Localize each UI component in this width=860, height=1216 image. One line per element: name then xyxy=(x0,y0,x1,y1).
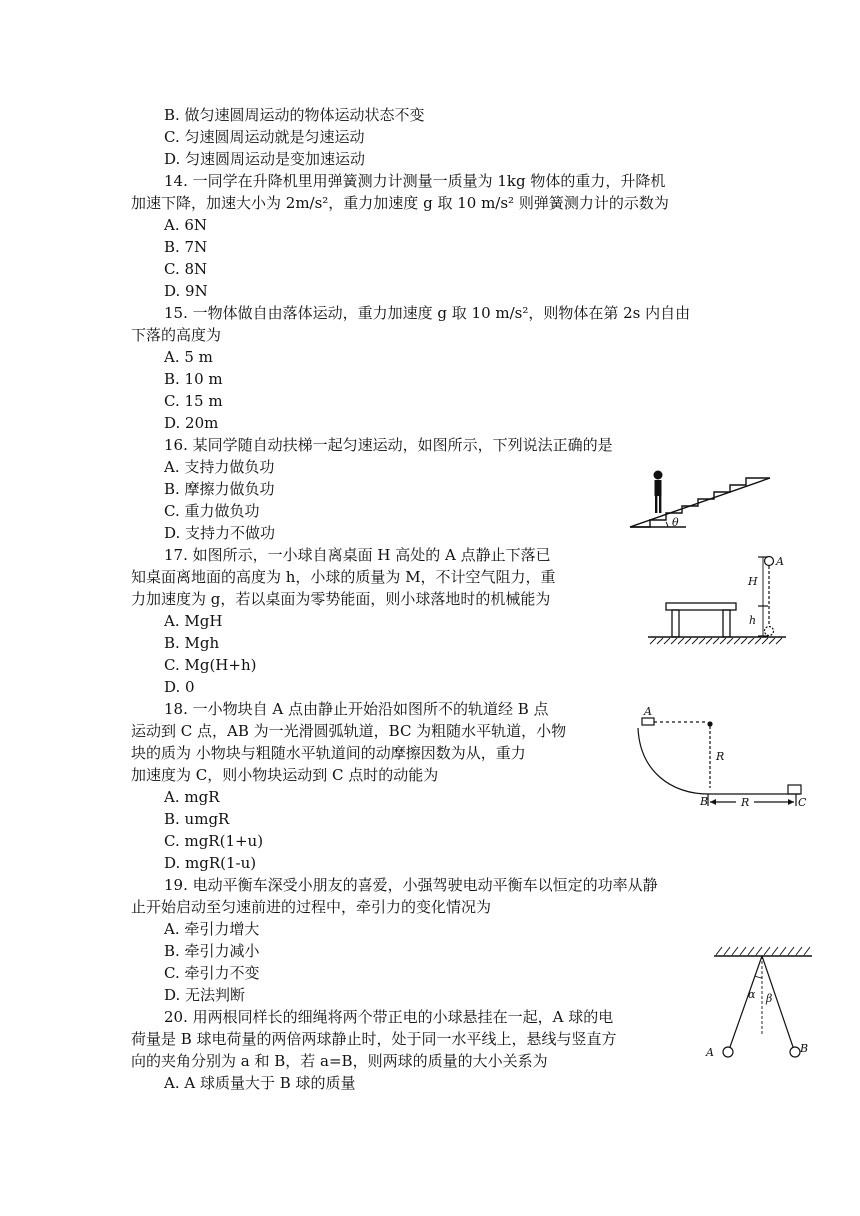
q13-option-d: D. 匀速圆周运动是变加速运动 xyxy=(164,150,366,168)
q20-option-a: A. A 球质量大于 B 球的质量 xyxy=(164,1074,356,1092)
q14-stem-line1: 14. 一同学在升降机里用弹簧测力计测量一质量为 1kg 物体的重力，升降机 xyxy=(164,172,666,190)
alpha-label: α xyxy=(748,988,756,1001)
q17-stem-line1: 17. 如图所示，一小球自离桌面 H 高处的 A 点静止下落已 xyxy=(164,546,551,564)
q20-stem-line2: 荷量是 B 球电荷量的两倍两球静止时，处于同一水平线上，悬线与竖直方 xyxy=(131,1030,617,1048)
q16-option-c: C. 重力做负功 xyxy=(164,502,260,520)
height-h-label: h xyxy=(749,614,757,627)
point-a-label: A xyxy=(776,555,784,568)
q19-option-c: C. 牵引力不变 xyxy=(164,964,260,982)
q16-stem: 16. 某同学随自动扶梯一起匀速运动，如图所示，下列说法正确的是 xyxy=(164,436,613,454)
q15-stem-line2: 下落的高度为 xyxy=(131,326,222,344)
q18-option-a: A. mgR xyxy=(164,788,220,806)
q16-option-d: D. 支持力不做功 xyxy=(164,524,276,542)
q17-option-a: A. MgH xyxy=(164,612,223,630)
point-a-label: A xyxy=(644,705,652,718)
distance-r-label: R xyxy=(741,796,750,809)
point-b-label: B xyxy=(700,795,709,808)
q15-option-a: A. 5 m xyxy=(164,348,213,366)
q18-option-b: B. umgR xyxy=(164,810,230,828)
q19-option-d: D. 无法判断 xyxy=(164,986,246,1004)
q15-option-b: B. 10 m xyxy=(164,370,223,388)
q17-option-b: B. Mgh xyxy=(164,634,220,652)
q17-option-d: D. 0 xyxy=(164,678,195,696)
q14-option-c: C. 8N xyxy=(164,260,208,278)
q14-option-b: B. 7N xyxy=(164,238,208,256)
q14-stem-line2: 加速下降，加速大小为 2m/s²，重力加速度 g 取 10 m/s² 则弹簧测力计的示数为 xyxy=(131,194,669,212)
q14-option-d: D. 9N xyxy=(164,282,208,300)
q20-stem-line3: 向的夹角分别为 a 和 B，若 a=B，则两球的质量的大小关系为 xyxy=(131,1052,548,1070)
q17-stem-line3: 力加速度为 g，若以桌面为零势能面，则小球落地时的机械能为 xyxy=(131,590,551,608)
q19-option-b: B. 牵引力减小 xyxy=(164,942,260,960)
q19-stem-line2: 止开始启动至匀速前进的过程中，牵引力的变化情况为 xyxy=(131,898,492,916)
radius-label: R xyxy=(716,750,725,763)
height-H-label: H xyxy=(748,575,758,588)
q13-option-b: B. 做匀速圆周运动的物体运动状态不变 xyxy=(164,106,425,124)
q18-stem-line1: 18. 一小物块自 A 点由静止开始沿如图所不的轨道经 B 点 xyxy=(164,700,549,718)
q16-option-b: B. 摩擦力做负功 xyxy=(164,480,275,498)
q18-option-d: D. mgR(1-u) xyxy=(164,854,257,872)
q16-option-a: A. 支持力做负功 xyxy=(164,458,275,476)
q19-option-a: A. 牵引力增大 xyxy=(164,920,260,938)
q18-stem-line2: 运动到 C 点，AB 为一光滑圆弧轨道，BC 为粗随水平轨道，小物 xyxy=(131,722,567,740)
q20-stem-line1: 20. 用两根同样长的细绳将两个带正电的小球悬挂在一起，A 球的电 xyxy=(164,1008,614,1026)
theta-label: θ xyxy=(672,516,679,529)
q15-option-d: D. 20m xyxy=(164,414,219,432)
q17-option-c: C. Mg(H+h) xyxy=(164,656,257,674)
table-ball-figure xyxy=(640,552,790,650)
ball-a-label: A xyxy=(706,1046,714,1059)
q18-stem-line3: 块的质为 小物块与粗随水平轨道间的动摩擦因数为从，重力 xyxy=(131,744,526,762)
pendulum-figure xyxy=(700,944,820,1070)
beta-label: β xyxy=(766,992,773,1005)
q18-option-c: C. mgR(1+u) xyxy=(164,832,264,850)
q18-stem-line4: 加速度为 C，则小物块运动到 C 点时的动能为 xyxy=(131,766,439,784)
ball-b-label: B xyxy=(800,1042,809,1055)
q17-stem-line2: 知桌面离地面的高度为 h，小球的质量为 M，不计空气阻力，重 xyxy=(131,568,556,586)
point-c-label: C xyxy=(798,796,807,809)
q15-option-c: C. 15 m xyxy=(164,392,223,410)
track-figure xyxy=(632,702,810,810)
escalator-figure xyxy=(624,465,774,535)
q15-stem-line1: 15. 一物体做自由落体运动，重力加速度 g 取 10 m/s²，则物体在第 2s 内自由 xyxy=(164,304,691,322)
q19-stem-line1: 19. 电动平衡车深受小朋友的喜爱，小强驾驶电动平衡车以恒定的功率从静 xyxy=(164,876,658,894)
q13-option-c: C. 匀速圆周运动就是匀速运动 xyxy=(164,128,365,146)
q14-option-a: A. 6N xyxy=(164,216,208,234)
